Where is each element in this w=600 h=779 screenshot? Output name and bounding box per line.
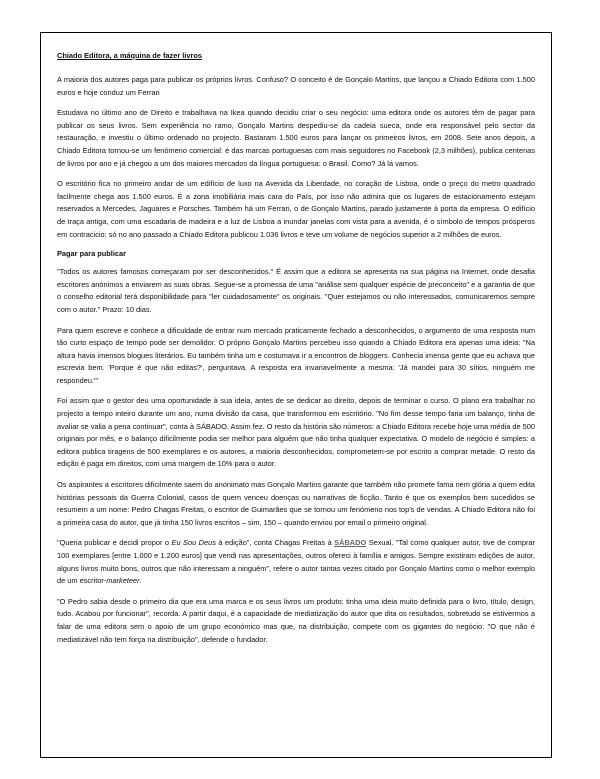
paragraph-2: Estudava no último ano de Direito e trabalhava na Ikea quando decidiu criar o seu negócio: uma editora onde os autores têm de pagar para publicar os seus livros. Sem experiência no ramo, Gonçalo Martins despediu-se da cadeia sueca, onde era responsável pelo sector da restauração, e investiu o último ordenado no projecto. Bastaram 1.500 euros para lançar os primeiros livros, em 2008. Sete anos depois, a Chiado Editora tornou-se um fenómeno comercial: é das marcas portuguesas com mais seguidores no Facebook (2,3 milhões), publica centenas de livros por ano e já chegou a um dos maiores mercados da língua portuguesa: o Brasil. Como? Já lá vamos. (57, 108, 535, 168)
bloggers-emphasis: bloggers (359, 350, 388, 360)
paragraph-7: Os aspirantes a escritores dificilmente saem do anonimato mas Gonçalo Martins garante que também não promete fama nem glória a quem edita histórias pessoais da Guerra Colonial, casos de quem venceu doenças ou narrativas de ficção. Tanto é que os exemplos bem sucedidos se resumem a um nome: Pedro Chagas Freitas, o escritor de Guimarães que se tornou um fenómeno nos top's de vendas. A Chiado Editora não foi a primeira casa do autor, que já tinha 150 livros escritos – sim, 150 – quando enviou por email o primeiro original. (57, 480, 535, 527)
paragraph-8-part-a: "Queria publicar e decidi propor o (57, 538, 172, 548)
lead-paragraph: A maioria dos autores paga para publicar os próprios livros. Confuso? O conceito é de Gonçalo Martins, que lançou a Chiado Editora com 1.500 euros e hoje conduz um Ferrari (57, 75, 535, 97)
paragraph-8-part-d: . (139, 576, 142, 586)
paragraph-5-part-b: . Conhecia imensa gente que eu achava que escrevia bem. 'Porque é que não editas?', perguntava. A resposta era invariavelmente a mesma: 'Já mandei para 30 sítios, ninguém me respondeu.'" (57, 350, 536, 385)
sabado-link[interactable]: SÁBADO (334, 538, 367, 548)
paragraph-8-part-c: Sexual. "Tal como qualquer autor, tive de comprar 100 exemplares [entre 1.000 e 1.200 euros] que vendi nas apresentações, outros ofereci à família e amigos. Sempre existiram edições de autor, alguns livros muito bons, outros que não interessam a ninguém", refere o autor tantas vezes citado por Gonçalo Martins como o melhor exemplo de um escritor- (57, 538, 535, 586)
paragraph-8 (57, 537, 535, 587)
marketeer-emphasis: marketeer (106, 576, 140, 586)
paragraph-6: Foi assim que o gestor deu uma oportunidade à sua ideia, antes de se dedicar ao direito, depois de terminar o curso. O plano era trabalhar no projecto a tempo inteiro durante um ano, numa divisão da casa, que transformou em escritório. "No fim desse tempo faria um balanço, tinha de avaliar se valia a pena continuar", conta à SÁBADO. Assim fez. O resto da história são números: a Chiado Editora recebe hoje uma média de 500 originais por mês, e o balanço dificilmente podia ser melhor para alguém que não tinha qualquer expectativa. O modelo de negócio é simples: a editora publica tiragens de 500 exemplares e os autores, a maioria desconhecidos, comprometem-se por escrito a comprar metade. O resto da edição é paga em direitos, com uma margem de 10% para o autor. (57, 396, 535, 469)
document-title: Chiado Editora, a máquina de fazer livros (57, 51, 202, 60)
paragraph-8-part-b: à edição", conta Chagas Freitas à (215, 538, 335, 548)
paragraph-4: "Todos os autores famosos começaram por ser desconhecidos." É assim que a editora se apresenta na sua página na Internet, onde desafia escritores anónimos a enviarem as suas obras. Segue-se a promessa de uma "análise sem qualquer espécie de preconceito" e a garantia de que o conselho editorial terá disponibilidade para "ler cuidadosamente" os originais. "Quer estejamos ou não interessados, comunicaremos sempre com o autor." Prazo: 10 dias. (57, 267, 535, 314)
paragraph-5-part-a: Para quem escreve e conhece a dificuldade de entrar num mercado praticamente fechado a desconhecidos, o argumento de uma resposta num tão curto espaço de tempo pode ser demolidor. O próprio Gonçalo Martins percebeu isso quando a Chiado Editora era apenas uma ideia: "Na altura havia imensos blogues literários. Eu também tinha um e costumava ir a encontros de (57, 325, 535, 360)
paragraph-3: O escritório fica no primeiro andar de um edifício de luxo na Avenida da Liberdade, no coração de Lisboa, onde o preço do metro quadrado facilmente chega aos 1.500 euros. É a zona imobiliária mais cara do País, por isso não admira que os lugares de estacionamento estejam reservados a Mercedes, Jaguares e Porsches. Também há um Ferrari, o de Gonçalo Martins, parado justamente à porta da empresa. O edifício de traça antiga, com uma escadaria de madeira e a luz de Lisboa a inundar janelas com vista para a avenida, é o símbolo de tempos prósperos em contracicio: só no ano passado a Chiado Editora publicou 1.036 livros e teve um volume de negócios superior a 2 milhões de euros. (57, 179, 535, 239)
section-heading: Pagar para publicar (57, 249, 127, 259)
paragraph-5 (57, 325, 535, 388)
paragraph-9: "O Pedro sabia desde o primeiro dia que era uma marca e os seus livros um produto: tinha uma ideia muito definida para o livro, título, design, tudo. Acabou por funcionar", recorda. A partir daqui, é a capacidade de mediatização do autor que dita os resultados, sobretudo se estivermos a falar de uma editora sem o apoio de um grupo económico mas que, na distribuição, compete com os gigantes do negócio. "O que não é mediatizável não tem força na distribuição", defende o fundador. (57, 596, 535, 644)
document-page (40, 32, 552, 758)
book-title-emphasis: Eu Sou Deus (171, 538, 216, 548)
